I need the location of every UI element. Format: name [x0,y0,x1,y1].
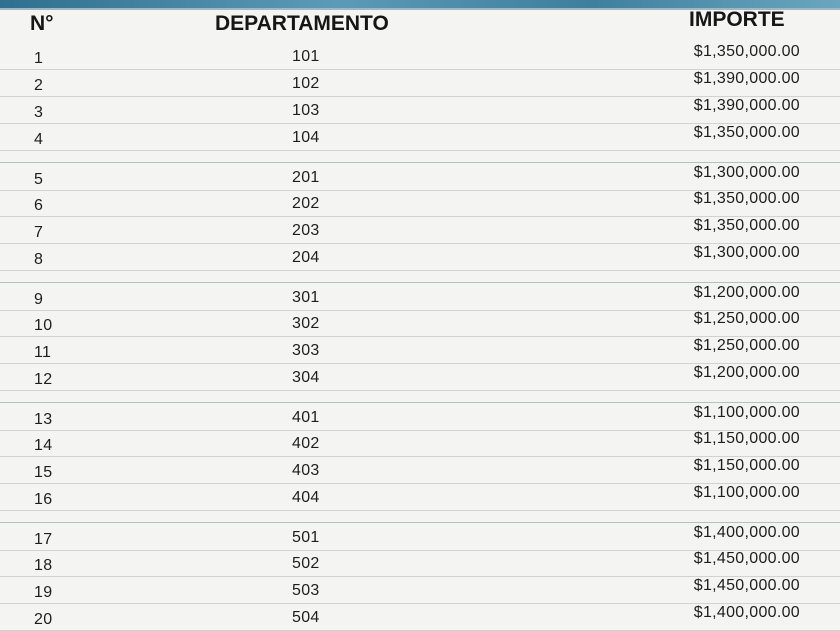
row-importe: $1,200,000.00 [693,284,800,301]
row-departamento: 301 [292,289,320,306]
table-row [0,363,840,391]
table-row [0,42,840,70]
row-importe: $1,200,000.00 [693,364,800,381]
row-number: 15 [34,464,53,481]
header-departamento: DEPARTAMENTO [215,12,389,35]
row-departamento: 403 [292,462,320,479]
row-importe: $1,350,000.00 [693,124,800,141]
table-row [0,123,840,151]
row-importe: $1,350,000.00 [693,43,800,60]
row-importe: $1,150,000.00 [693,457,800,474]
row-departamento: 501 [292,529,320,546]
row-importe: $1,300,000.00 [693,164,800,181]
row-departamento: 303 [292,342,320,359]
row-departamento: 304 [292,369,320,386]
header-importe: IMPORTE [689,8,785,31]
row-importe: $1,250,000.00 [693,337,800,354]
row-number: 9 [34,291,44,308]
table-row [0,282,840,311]
row-departamento: 503 [292,582,320,599]
row-departamento: 401 [292,409,320,426]
table-row [0,576,840,604]
table-row [0,309,840,337]
table-header [0,10,840,42]
table-row [0,549,840,577]
row-number: 2 [34,77,44,94]
row-departamento: 104 [292,129,320,146]
table-row [0,162,840,191]
table-row [0,603,840,631]
row-importe: $1,400,000.00 [693,604,800,621]
table-row [0,483,840,511]
row-importe: $1,150,000.00 [693,430,800,447]
row-departamento: 502 [292,555,320,572]
table-row [0,522,840,551]
row-number: 3 [34,104,44,121]
table-row [0,69,840,97]
row-departamento: 202 [292,195,320,212]
row-number: 17 [34,531,53,548]
header-color-band [0,0,840,8]
row-number: 5 [34,171,44,188]
row-departamento: 101 [292,48,320,65]
row-number: 11 [34,344,52,361]
row-number: 10 [34,317,53,334]
table-row [0,243,840,271]
row-departamento: 302 [292,315,320,332]
row-importe: $1,390,000.00 [693,70,800,87]
row-number: 13 [34,411,53,428]
row-departamento: 102 [292,75,320,92]
row-number: 20 [34,611,53,628]
row-number: 19 [34,584,53,601]
row-importe: $1,100,000.00 [693,404,800,421]
table-row [0,96,840,124]
row-number: 12 [34,371,53,388]
table-row [0,429,840,457]
row-importe: $1,390,000.00 [693,97,800,114]
row-importe: $1,350,000.00 [693,190,800,207]
table-row [0,402,840,431]
row-number: 16 [34,491,53,508]
row-importe: $1,450,000.00 [693,550,800,567]
row-importe: $1,450,000.00 [693,577,800,594]
row-departamento: 103 [292,102,320,119]
row-number: 6 [34,197,44,214]
table-row [0,216,840,244]
row-number: 4 [34,131,44,148]
row-importe: $1,300,000.00 [693,244,800,261]
row-number: 8 [34,251,44,268]
header-number: N° [30,12,54,35]
row-departamento: 504 [292,609,320,626]
row-number: 1 [34,50,44,67]
row-importe: $1,250,000.00 [693,310,800,327]
row-departamento: 404 [292,489,320,506]
row-importe: $1,100,000.00 [693,484,800,501]
table-row [0,189,840,217]
row-importe: $1,400,000.00 [693,524,800,541]
row-departamento: 203 [292,222,320,239]
row-number: 18 [34,557,53,574]
row-importe: $1,350,000.00 [693,217,800,234]
row-number: 7 [34,224,44,241]
row-departamento: 201 [292,169,320,186]
row-number: 14 [34,437,53,454]
price-table [0,10,840,630]
table-row [0,456,840,484]
row-departamento: 402 [292,435,320,452]
table-row [0,336,840,364]
row-departamento: 204 [292,249,320,266]
